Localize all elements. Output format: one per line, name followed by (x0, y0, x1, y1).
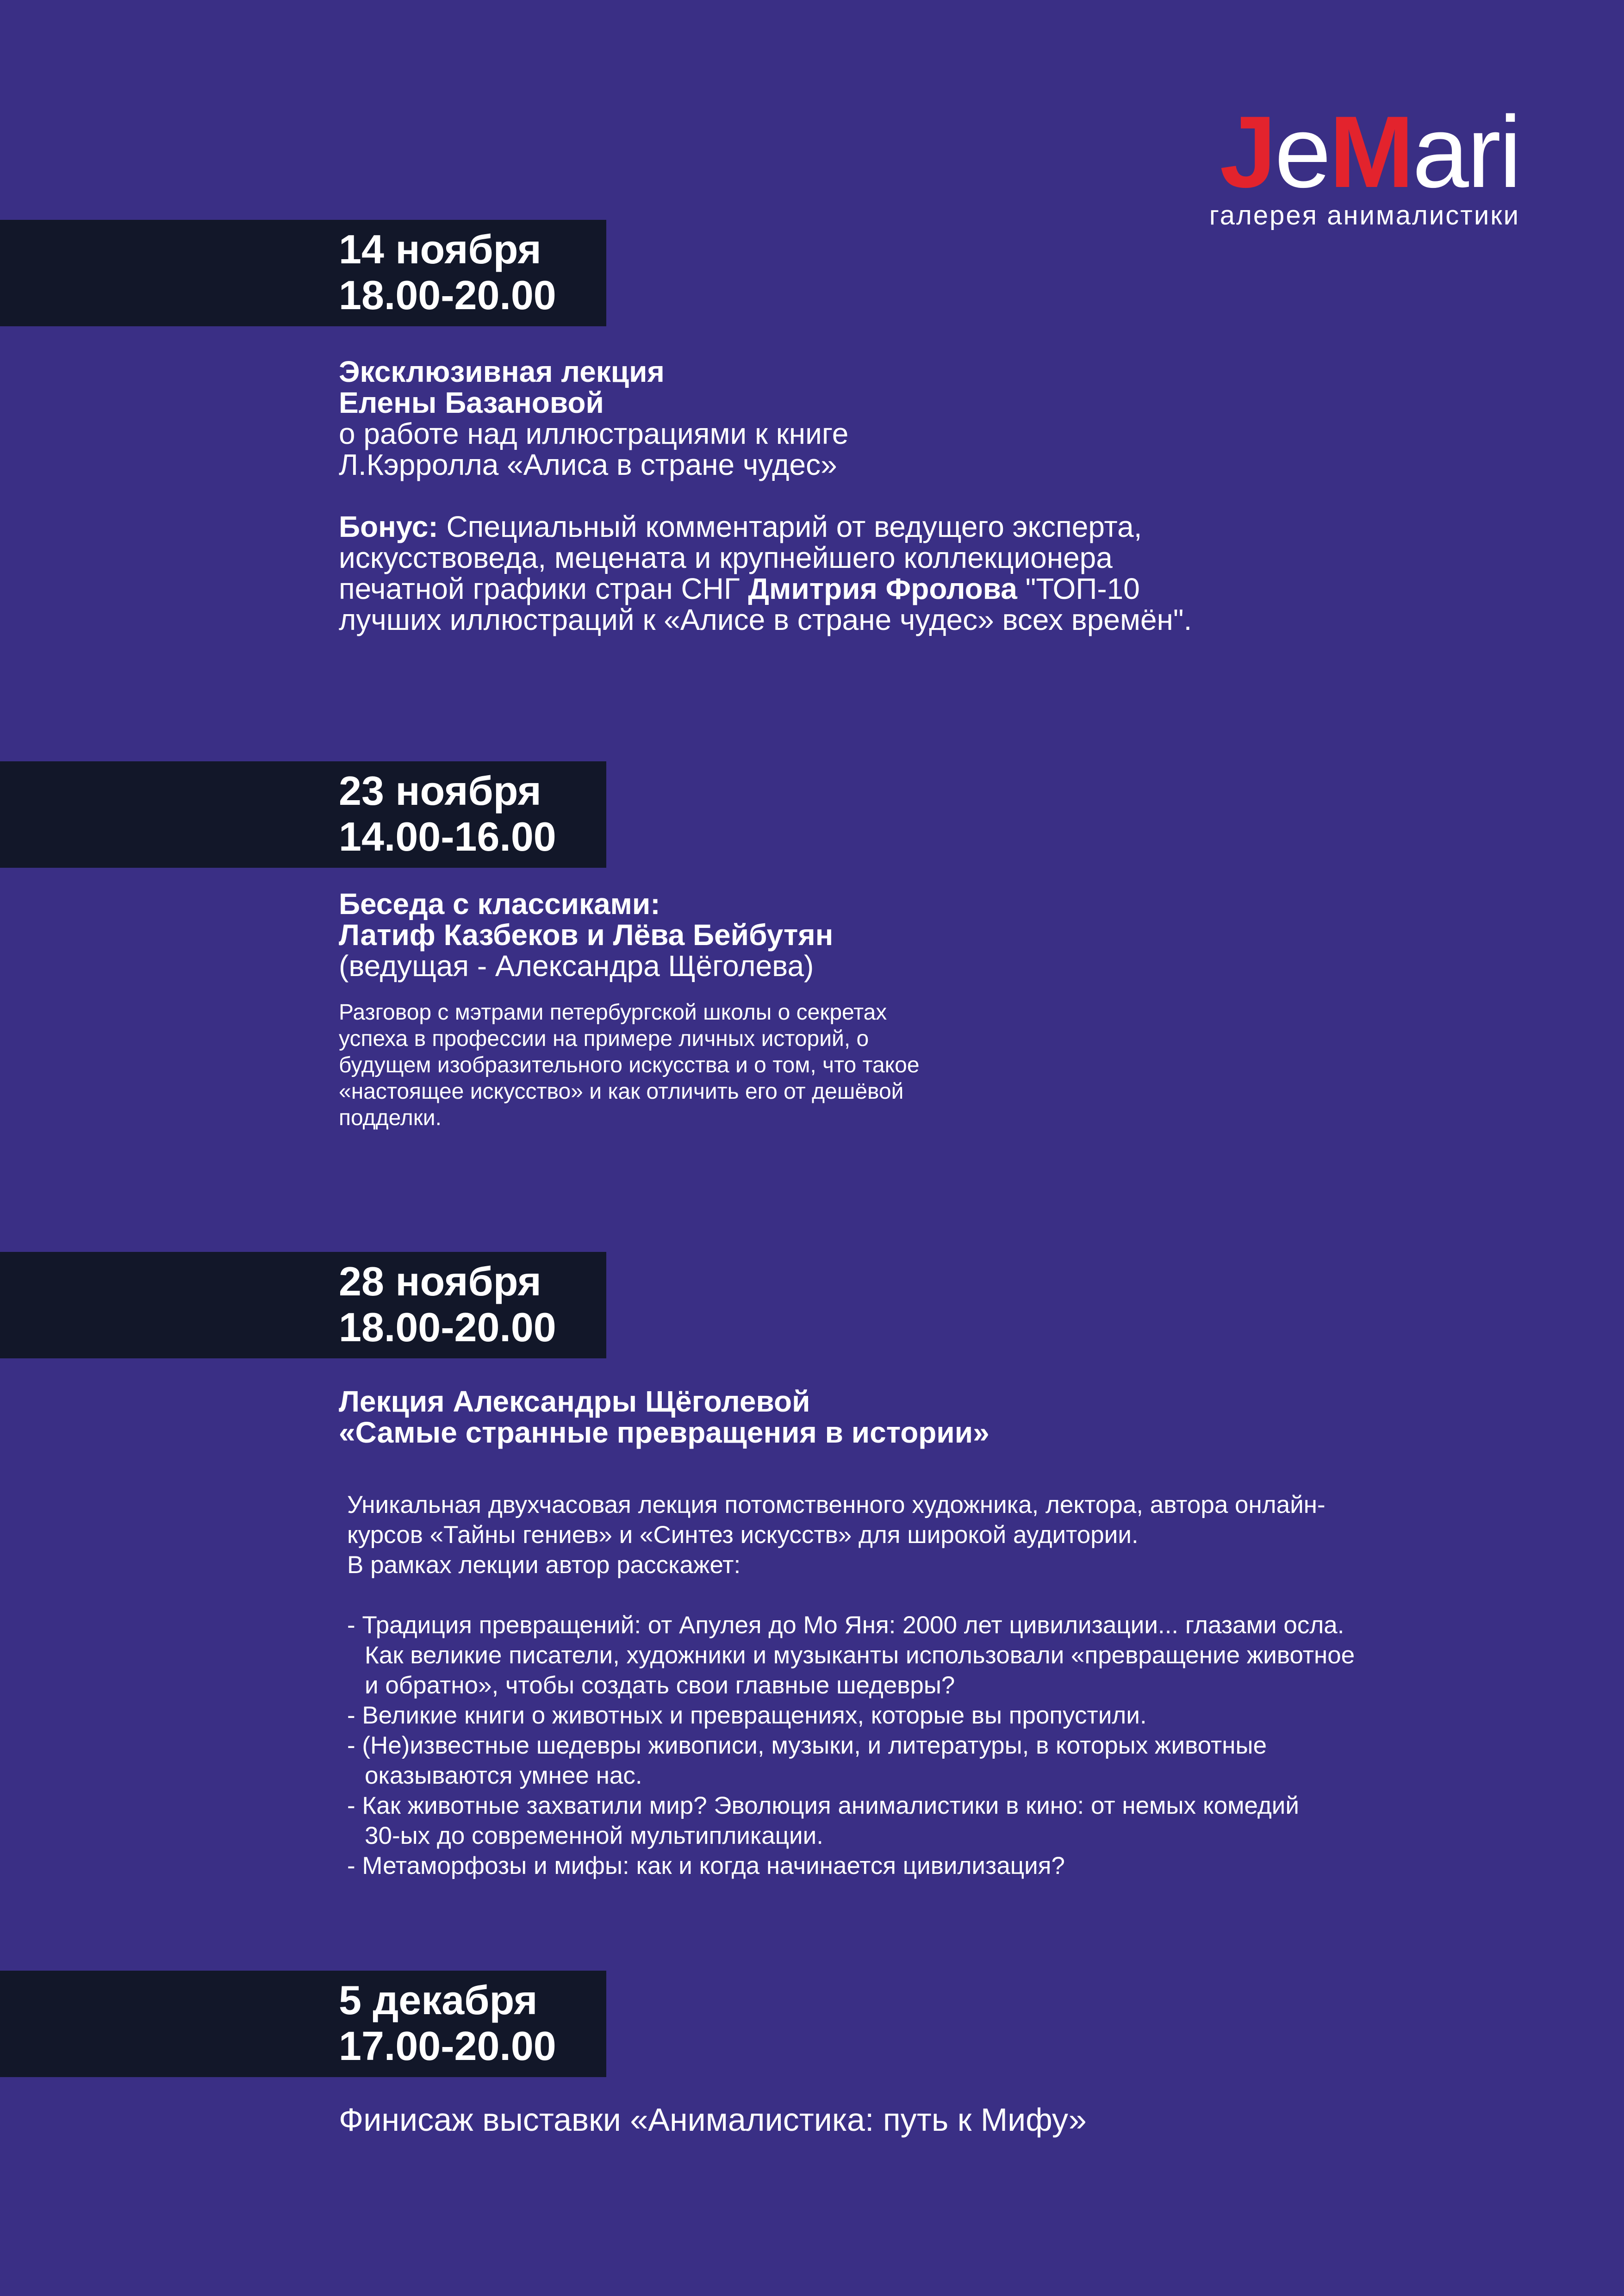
event-date-band (0, 220, 606, 326)
event-intro-line: Уникальная двухчасовая лекция потомственного художника, лектора, автора онлайн- (347, 1491, 1325, 1518)
list-item: - (Не)известные шедевры живописи, музыки, и литературы, в которых животные (347, 1732, 1267, 1759)
event-subtitle: «Самые странные превращения в истории» (339, 1416, 989, 1449)
logo-wordmark: JeMari (1220, 95, 1520, 209)
event-host: (ведущая - Александра Щёголева) (339, 949, 814, 983)
event-speaker: Елены Базановой (339, 386, 604, 419)
event-title: Финисаж выставки «Анималистика: путь к Мифу» (339, 2102, 1087, 2138)
event-intro-line: В рамках лекции автор расскажет: (347, 1551, 741, 1579)
event-desc-line: будущем изобразительного искусства и о том, что такое (339, 1053, 920, 1077)
event-desc-line: успеха в профессии на примере личных историй, о (339, 1027, 869, 1051)
event-title: Эксклюзивная лекция (339, 355, 665, 388)
event-speakers: Латиф Казбеков и Лёва Бейбутян (339, 918, 834, 952)
expert-name: Дмитрия Фролова (748, 572, 1017, 605)
event-desc-line: подделки. (339, 1106, 442, 1130)
list-item: - Великие книги о животных и превращениях, которые вы пропустили. (347, 1702, 1147, 1729)
list-item-cont: и обратно», чтобы создать свои главные шедевры? (365, 1672, 955, 1699)
list-item-cont: Как великие писатели, художники и музыканты использовали «превращение животное (365, 1642, 1355, 1669)
event-desc-line: о работе над иллюстрациями к книге (339, 417, 849, 450)
bonus-label: Бонус: (339, 510, 438, 543)
event-title: Лекция Александры Щёголевой (339, 1385, 810, 1418)
bonus-line: искусствоведа, мецената и крупнейшего коллекционера (339, 541, 1113, 574)
event-intro-line: курсов «Тайны гениев» и «Синтез искусств» для широкой аудитории. (347, 1521, 1139, 1549)
event-title: Беседа с классиками: (339, 887, 660, 921)
event-desc-line: Разговор с мэтрами петербургской школы о секретах (339, 1000, 887, 1025)
event-description (339, 889, 1542, 1131)
list-item-cont: оказываются умнее нас. (365, 1762, 642, 1789)
event-date: 14 ноября (339, 226, 541, 272)
list-item: - Как животные захватили мир? Эволюция анималистики в кино: от немых комедий (347, 1792, 1299, 1819)
event-time: 18.00-20.00 (339, 272, 556, 318)
bonus-line: Бонус: Специальный комментарий от ведущего эксперта, (339, 510, 1142, 543)
list-item: - Традиция превращений: от Апулея до Мо Яня: 2000 лет цивилизации... глазами осла. (347, 1612, 1344, 1639)
event-desc-line: «настоящее искусство» и как отличить его от дешёвой (339, 1079, 904, 1104)
event-description (339, 356, 1542, 635)
event-date: 5 декабря (339, 1977, 538, 2023)
event-date-band (0, 1971, 606, 2077)
event-description (339, 1386, 1542, 1881)
event-date-band (0, 761, 606, 868)
event-time: 17.00-20.00 (339, 2023, 556, 2069)
event-date-band (0, 1252, 606, 1358)
logo-subtitle: галерея анималистики (1209, 200, 1520, 230)
event-description (339, 2101, 1542, 2138)
event-desc-line: Л.Кэрролла «Алиса в стране чудес» (339, 448, 837, 481)
list-item: - Метаморфозы и мифы: как и когда начинается цивилизация? (347, 1852, 1065, 1879)
event-time: 14.00-16.00 (339, 814, 556, 859)
bonus-line: печатной графики стран СНГ Дмитрия Фролова "ТОП-10 (339, 572, 1140, 605)
bonus-line: лучших иллюстраций к «Алисе в стране чудес» всех времён". (339, 603, 1192, 636)
list-item-cont: 30-ых до современной мультипликации. (365, 1822, 823, 1849)
event-time: 18.00-20.00 (339, 1304, 556, 1350)
event-date: 28 ноября (339, 1258, 541, 1304)
event-date: 23 ноября (339, 768, 541, 814)
gallery-logo (1187, 95, 1520, 230)
